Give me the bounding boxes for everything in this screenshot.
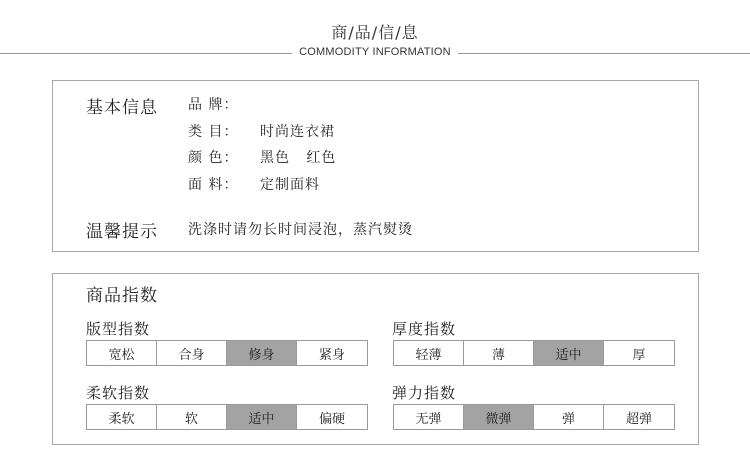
softness-index-scale (86, 404, 368, 430)
fabric-value: 定制面料 (260, 177, 320, 193)
fit-index-scale (86, 340, 368, 366)
fabric-label: 面 料： (188, 177, 239, 193)
fit-index-title: 版型指数 (86, 320, 151, 338)
header-title: 商/品/信/息 (331, 23, 419, 42)
softness-option-medium: 适中 (227, 405, 297, 429)
care-tip-text: 洗涤时请勿长时间浸泡，蒸汽熨烫 (188, 222, 413, 238)
category-value: 时尚连衣裙 (260, 124, 335, 140)
care-tip-label: 温馨提示 (86, 222, 158, 242)
softness-option-soft: 柔软 (87, 405, 157, 429)
fit-option-tight: 紧身 (318, 347, 345, 363)
thickness-option-light: 轻薄 (394, 341, 464, 365)
elasticity-option-super: 超弹 (625, 411, 652, 427)
product-index-label: 商品指数 (86, 286, 158, 306)
softness-index-title: 柔软指数 (86, 384, 151, 402)
elasticity-option-slight: 微弹 (464, 405, 534, 429)
thickness-option-thick: 厚 (632, 347, 646, 363)
brand-label: 品 牌： (188, 97, 239, 113)
basic-info-label: 基本信息 (86, 98, 158, 118)
product-index-panel (52, 273, 699, 445)
thickness-index-title: 厚度指数 (392, 320, 457, 338)
fit-option-loose: 宽松 (87, 341, 157, 365)
color-value: 黑色 红色 (260, 150, 337, 166)
thickness-option-thin: 薄 (464, 341, 534, 365)
thickness-option-medium: 适中 (534, 341, 604, 365)
elasticity-index-title: 弹力指数 (392, 384, 457, 402)
header-divider-right (458, 53, 750, 54)
softness-option-softish: 软 (157, 405, 227, 429)
category-label: 类 目： (188, 124, 239, 140)
elasticity-index-scale (393, 404, 675, 430)
basic-info-panel (52, 80, 699, 252)
thickness-index-scale (393, 340, 675, 366)
color-label: 颜 色： (188, 150, 239, 166)
elasticity-option-none: 无弹 (394, 405, 464, 429)
header-divider-left (0, 53, 292, 54)
elasticity-option-elastic: 弹 (534, 405, 604, 429)
fit-option-slim: 修身 (227, 341, 297, 365)
header-subtitle: COMMODITY INFORMATION (299, 46, 451, 58)
softness-option-stiff: 偏硬 (318, 411, 345, 427)
fit-option-regular: 合身 (157, 341, 227, 365)
